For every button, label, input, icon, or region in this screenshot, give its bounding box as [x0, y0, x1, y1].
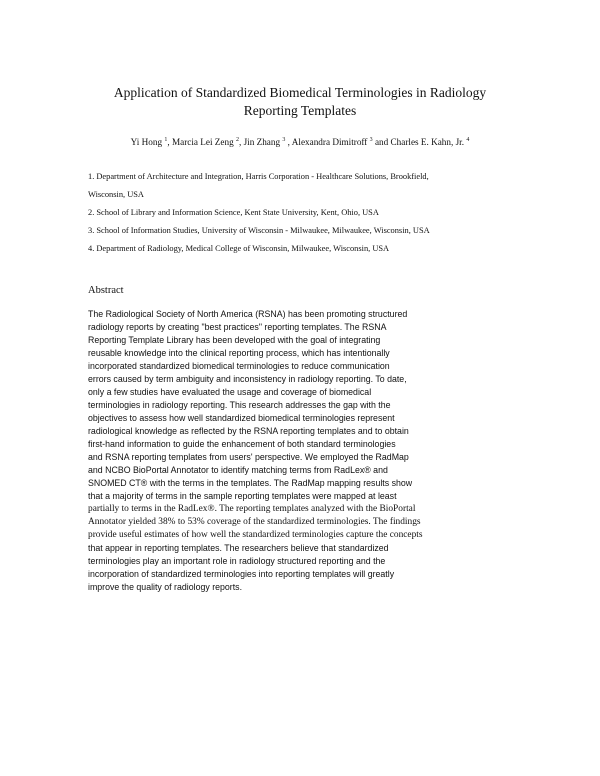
affiliation-line: 3. School of Information Studies, University of Wisconsin - Milwaukee, Milwaukee, Wisconsin, USA — [88, 226, 430, 235]
author-name: Yi Hong — [130, 137, 163, 147]
affiliation-item — [88, 240, 518, 258]
author-separator: , — [287, 137, 292, 147]
author-separator: , — [167, 137, 172, 147]
abstract-line: objectives to assess how well standardized biomedical terminologies represent — [88, 413, 395, 423]
abstract-line: improve the quality of radiology reports. — [88, 582, 243, 592]
abstract-line: radiological knowledge as reflected by the RSNA reporting templates and to obtain — [88, 426, 409, 436]
abstract-line: first-hand information to guide the enhancement of both standard terminologies — [88, 439, 396, 449]
affiliation-item — [88, 222, 518, 240]
author-affil-number: 3 — [369, 137, 373, 143]
abstract-line: and NCBO BioPortal Annotator to identify matching terms from RadLex® and — [88, 465, 388, 475]
abstract-line: only a few studies have evaluated the usage and coverage of biomedical — [88, 387, 372, 397]
affiliation-list — [88, 168, 518, 258]
affiliation-item — [88, 168, 518, 204]
abstract-line: incorporation of standardized terminologies into reporting templates will greatly — [88, 569, 395, 579]
author-affil-number: 2 — [235, 137, 239, 143]
author-affil-number: 4 — [466, 137, 470, 143]
author-list — [60, 134, 540, 148]
abstract-line: reusable knowledge into the clinical reporting process, which has intentionally — [88, 348, 390, 358]
author-name: Charles E. Kahn, Jr. — [390, 137, 465, 147]
abstract-line: terminologies play an important role in radiology structured reporting and the — [88, 556, 386, 566]
title-line-1: Application of Standardized Biomedical Terminologies in Radiology — [113, 85, 487, 100]
author-affil-number: 3 — [282, 137, 286, 143]
abstract-line: radiology reports by creating "best practices" reporting templates. The RSNA — [88, 322, 387, 332]
paper-title — [60, 84, 540, 120]
author-separator: , — [238, 137, 244, 147]
abstract-line: Reporting Template Library has been developed with the goal of integrating — [88, 335, 381, 345]
author-separator: and — [372, 137, 391, 147]
abstract-line: errors caused by term ambiguity and inconsistency in radiology reporting. To date, — [88, 374, 407, 384]
affiliation-item — [88, 204, 518, 222]
author-name: Marcia Lei Zeng — [171, 137, 234, 147]
abstract-line: that appear in reporting templates. The researchers believe that standardized — [88, 543, 389, 553]
abstract-line: The Radiological Society of North America (RSNA) has been promoting structured — [88, 309, 408, 319]
abstract-line: terminologies in radiology reporting. This research addresses the gap with the — [88, 400, 391, 410]
abstract-line: partially to terms in the RadLex®. The reporting templates analyzed with the BioPortal — [88, 504, 416, 514]
abstract-line: provide useful estimates of how well the standardized terminologies capture the concepts — [88, 530, 423, 540]
title-line-2: Reporting Templates — [243, 103, 357, 118]
abstract-heading: Abstract — [88, 285, 124, 296]
abstract-line: SNOMED CT® with the terms in the templates. The RadMap mapping results show — [88, 478, 413, 488]
abstract-line: that a majority of terms in the sample reporting templates were mapped at least — [88, 491, 397, 501]
affiliation-line: 4. Department of Radiology, Medical College of Wisconsin, Milwaukee, Wisconsin, USA — [88, 244, 390, 253]
author-name: Alexandra Dimitroff — [291, 137, 368, 147]
author-name: Jin Zhang — [243, 137, 281, 147]
abstract-line: incorporated standardized biomedical terminologies to reduce communication — [88, 361, 390, 371]
author-affil-number: 1 — [164, 137, 168, 143]
affiliation-line: Wisconsin, USA — [88, 190, 144, 199]
abstract-line: Annotator yielded 38% to 53% coverage of the standardized terminologies. The findings — [88, 517, 421, 527]
affiliation-line: 1. Department of Architecture and Integration, Harris Corporation - Healthcare Solutions, Brookfield, — [88, 172, 429, 181]
abstract-line: and RSNA reporting templates from users' perspective. We employed the RadMap — [88, 452, 409, 462]
affiliation-line: 2. School of Library and Information Science, Kent State University, Kent, Ohio, USA — [88, 208, 379, 217]
abstract-body — [88, 308, 520, 594]
